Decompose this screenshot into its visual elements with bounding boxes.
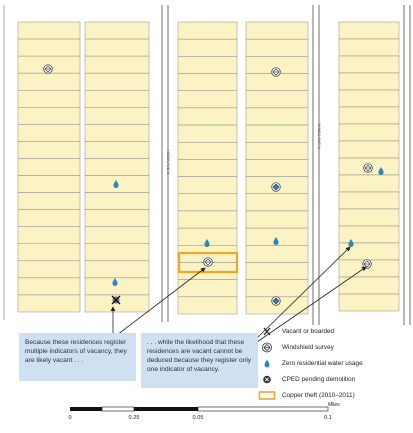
parcel [85,107,149,124]
legend-label: CPED pending demolition [282,376,356,383]
parcel [339,124,399,141]
parcel [18,141,80,158]
parcel-blocks [18,22,399,314]
parcel [18,227,80,244]
parcel [339,175,399,192]
scale-bar [68,402,340,426]
parcel [339,22,399,39]
windshield-survey-icon [364,164,373,173]
street-label-james-ave: JAMES AVE N [317,123,322,149]
parcel [18,176,80,193]
parcel [339,56,399,73]
parcel [339,39,399,56]
parcel [18,22,80,39]
windshield-survey-icon [44,65,53,74]
legend-label: Vacant or boarded [282,328,335,335]
parcel [339,243,399,260]
parcel [178,159,237,176]
parcel [178,22,237,39]
parcel [18,39,80,56]
scale-tick-label: 0.25 [128,415,140,421]
parcel [339,107,399,124]
parcel [178,108,237,125]
parcel [246,125,308,142]
legend-label: Windshield survey [282,344,334,351]
parcel [246,211,308,228]
parcel [18,210,80,227]
parcel [246,39,308,56]
windshield-survey-icon [272,183,281,192]
parcel [339,141,399,158]
windshield-survey-icon [272,297,281,306]
parcel [18,107,80,124]
legend-row-vacant [256,326,334,337]
parcel [85,22,149,39]
parcel [178,177,237,194]
parcel [246,194,308,211]
parcel [339,192,399,209]
parcel [246,280,308,297]
parcel [246,142,308,159]
parcel [18,261,80,278]
parcel [178,142,237,159]
parcel [18,124,80,141]
parcel [246,108,308,125]
legend-label: Zero residential water usage [282,360,363,367]
parcel [85,210,149,227]
legend-row-demolition [256,374,355,385]
windshield-survey-icon [204,258,213,267]
map-legend [256,323,406,403]
legend-row-copper [256,390,355,401]
scale-tick-label: 0.1 [324,415,332,421]
parcel [85,193,149,210]
windshield-survey-icon [256,342,278,353]
parcel [18,295,80,312]
parcel [85,90,149,107]
parcel [85,261,149,278]
parcel [339,226,399,243]
legend-row-windshield [256,342,334,353]
windshield-survey-icon [363,260,372,269]
parcel [85,244,149,261]
parcel [18,158,80,175]
parcel [85,141,149,158]
scale-tick-label: 0 [68,415,72,421]
scale-units-label: Miles [328,402,340,408]
parcel [246,91,308,108]
parcel [85,227,149,244]
parcel [18,278,80,295]
parcel [339,209,399,226]
parcel [18,244,80,261]
x-mark-icon [112,296,120,304]
parcel [178,91,237,108]
parcel [178,56,237,73]
legend-label: Copper theft (2010–2011) [282,392,355,399]
parcel [18,73,80,90]
callout-multiple-indicators: Because these residences register multiple indicators of vacancy, they are likely vacant . . . [19,333,136,381]
scale-bar-graphic [70,406,330,414]
parcel [18,193,80,210]
parcel [85,73,149,90]
callout-single-indicator: . . . while the likelihood that these residences are vacant cannot be deduced because they register only one indicator of vacancy. [141,333,258,388]
orange-box-icon [256,390,278,401]
parcel [339,294,399,311]
parcel [178,297,237,314]
legend-row-water [256,358,363,369]
parcel [246,262,308,279]
parcel [246,22,308,39]
parcel [178,125,237,142]
parcel [85,158,149,175]
parcel [339,73,399,90]
scale-tick-label: 0.05 [192,415,204,421]
demolition-icon [256,374,278,385]
parcel [85,278,149,295]
x-mark-icon [256,326,278,337]
parcel [178,211,237,228]
windshield-survey-icon [272,68,281,77]
street-label-hook-ave: HOOK AVE N [166,150,171,175]
parcel [85,39,149,56]
parcel [85,124,149,141]
parcel [85,56,149,73]
parcel [178,194,237,211]
parcel [18,90,80,107]
water-drop-icon [256,358,278,369]
parcel [178,74,237,91]
parcel [246,159,308,176]
parcel [339,90,399,107]
parcel [246,245,308,262]
parcel [178,39,237,56]
